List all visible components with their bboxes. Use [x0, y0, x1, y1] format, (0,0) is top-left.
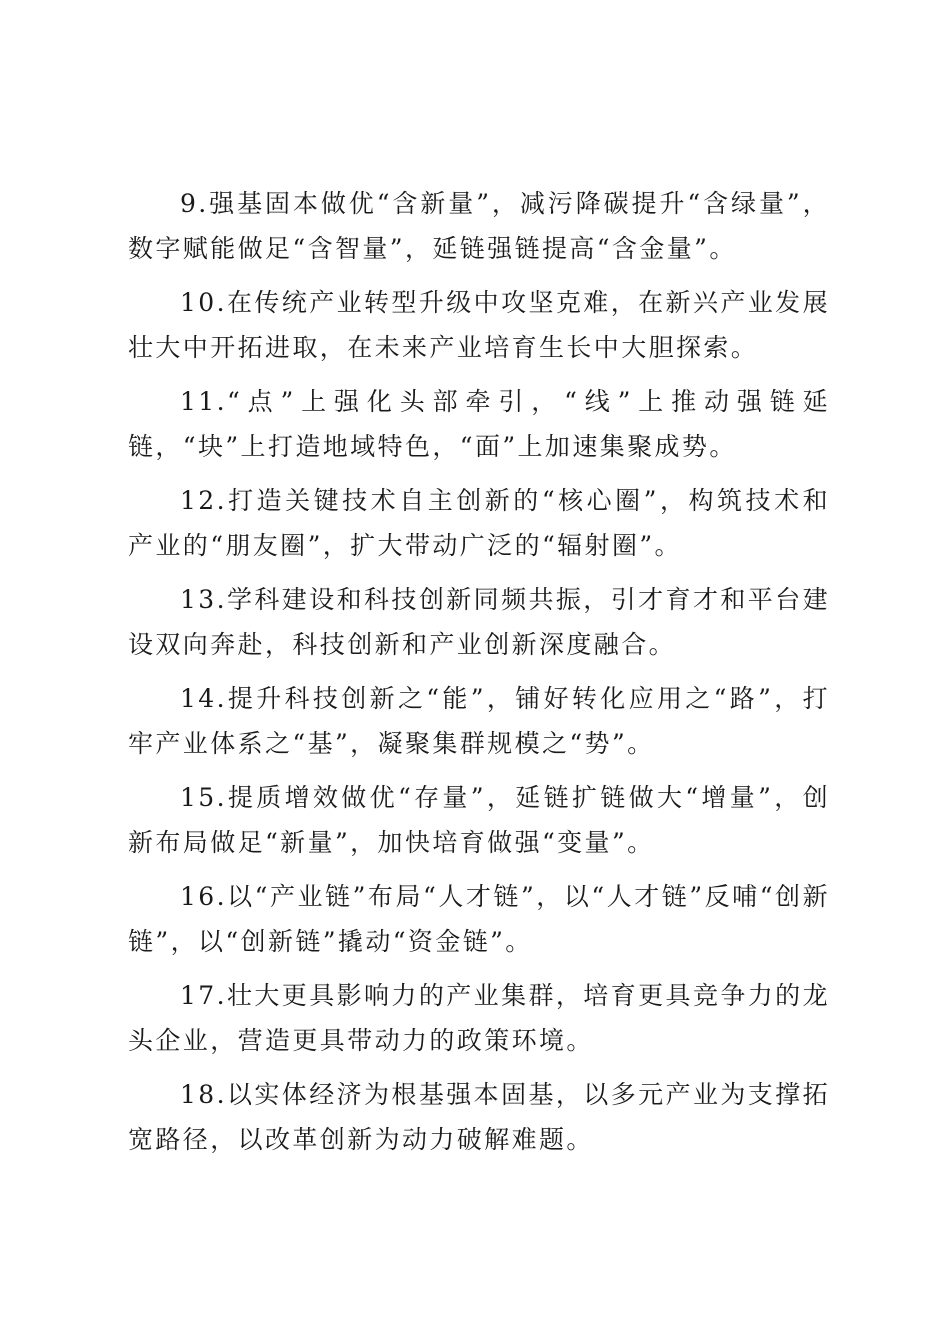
paragraph-17: 17.壮大更具影响力的产业集群，培育更具竞争力的龙头企业，营造更具带动力的政策环境。: [128, 981, 830, 1055]
paragraph-14: 14.提升科技创新之“能”，铺好转化应用之“路”，打牢产业体系之“基”，凝聚集群规模之“势”。: [128, 684, 830, 758]
paragraph-16: 16.以“产业链”布局“人才链”，以“人才链”反哺“创新链”，以“创新链”撬动“资金链”。: [128, 882, 830, 956]
paragraph-12: 12.打造关键技术自主创新的“核心圈”，构筑技术和产业的“朋友圈”，扩大带动广泛的“辐射圈”。: [128, 486, 830, 560]
paragraph-11: 11.“点”上强化头部牵引，“线”上推动强链延链，“块”上打造地域特色，“面”上加速集聚成势。: [128, 387, 830, 461]
paragraph-13: 13.学科建设和科技创新同频共振，引才育才和平台建设双向奔赴，科技创新和产业创新深度融合。: [128, 585, 830, 659]
paragraph-15: 15.提质增效做优“存量”，延链扩链做大“增量”，创新布局做足“新量”，加快培育做强“变量”。: [128, 783, 830, 857]
paragraph-18: 18.以实体经济为根基强本固基，以多元产业为支撑拓宽路径，以改革创新为动力破解难题。: [128, 1080, 830, 1154]
paragraph-10: 10.在传统产业转型升级中攻坚克难，在新兴产业发展壮大中开拓进取，在未来产业培育生长中大胆探索。: [128, 288, 830, 362]
paragraph-9: 9.强基固本做优“含新量”，减污降碳提升“含绿量”，数字赋能做足“含智量”，延链强链提高“含金量”。: [128, 189, 830, 263]
document-body: [128, 182, 830, 1172]
